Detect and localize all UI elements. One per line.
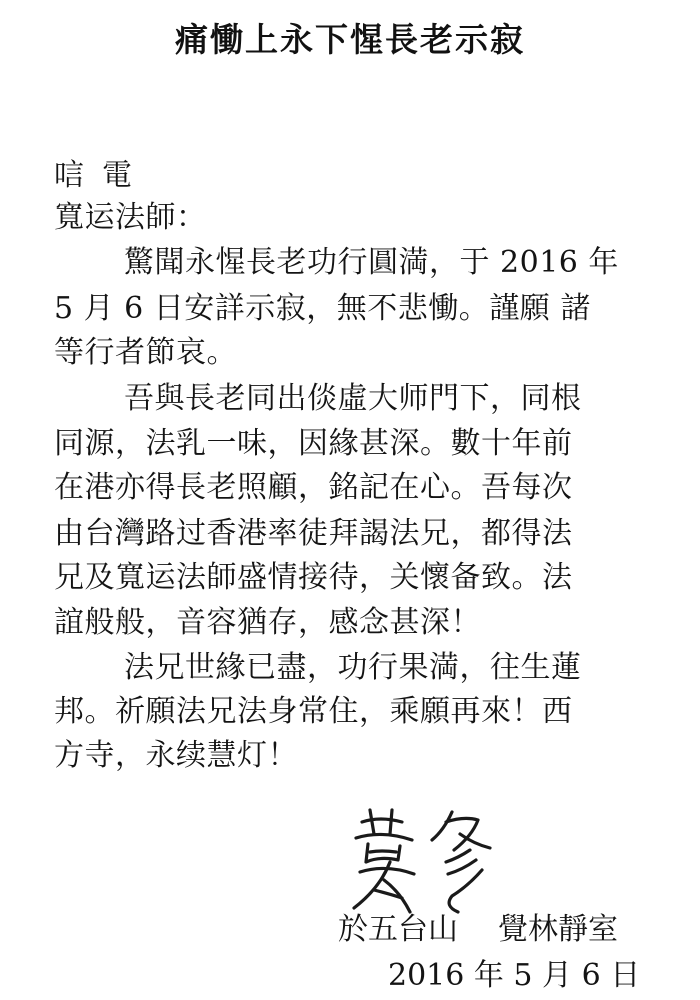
paragraph-3-line-1: 法兄世緣已盡，功行果満，往生蓮 xyxy=(124,650,582,685)
signature-room: 覺林靜室 xyxy=(498,912,618,947)
paragraph-2-line-6: 誼般般，音容猶存，感念甚深！ xyxy=(54,605,481,640)
paragraph-1-line-1: 驚聞永惺長老功行圓満，于 2016 年 xyxy=(124,245,619,280)
signature-date: 2016 年 5 月 6 日 xyxy=(388,958,641,993)
addressee: 寬运法師： xyxy=(54,200,207,235)
greeting: 唁電 xyxy=(54,158,150,193)
paragraph-2-line-5: 兄及寬运法師盛情接待，关懷备致。法 xyxy=(54,560,573,595)
paragraph-2-line-4: 由台灣路过香港率徒拜謁法兄，都得法 xyxy=(54,516,573,551)
paragraph-2-line-1: 吾與長老同出倓虛大师門下，同根 xyxy=(124,381,582,416)
paragraph-1-line-2: 5 月 6 日安詳示寂，無不悲慟。謹願 諸 xyxy=(54,291,591,326)
paragraph-1-line-3: 等行者節哀。 xyxy=(54,335,237,370)
paragraph-3-line-3: 方寺，永续慧灯！ xyxy=(54,738,298,773)
paragraph-2-line-3: 在港亦得長老照顧，銘記在心。吾每次 xyxy=(54,470,573,505)
paragraph-3-line-2: 邦。祈願法兄法身常住，乘願再來！西 xyxy=(54,694,573,729)
handwritten-signature xyxy=(340,800,520,920)
signature-place: 於五台山 xyxy=(338,912,458,947)
paragraph-2-line-2: 同源，法乳一味，因緣甚深。數十年前 xyxy=(54,426,573,461)
page-title: 痛慟上永下惺長老示寂 xyxy=(175,20,525,59)
